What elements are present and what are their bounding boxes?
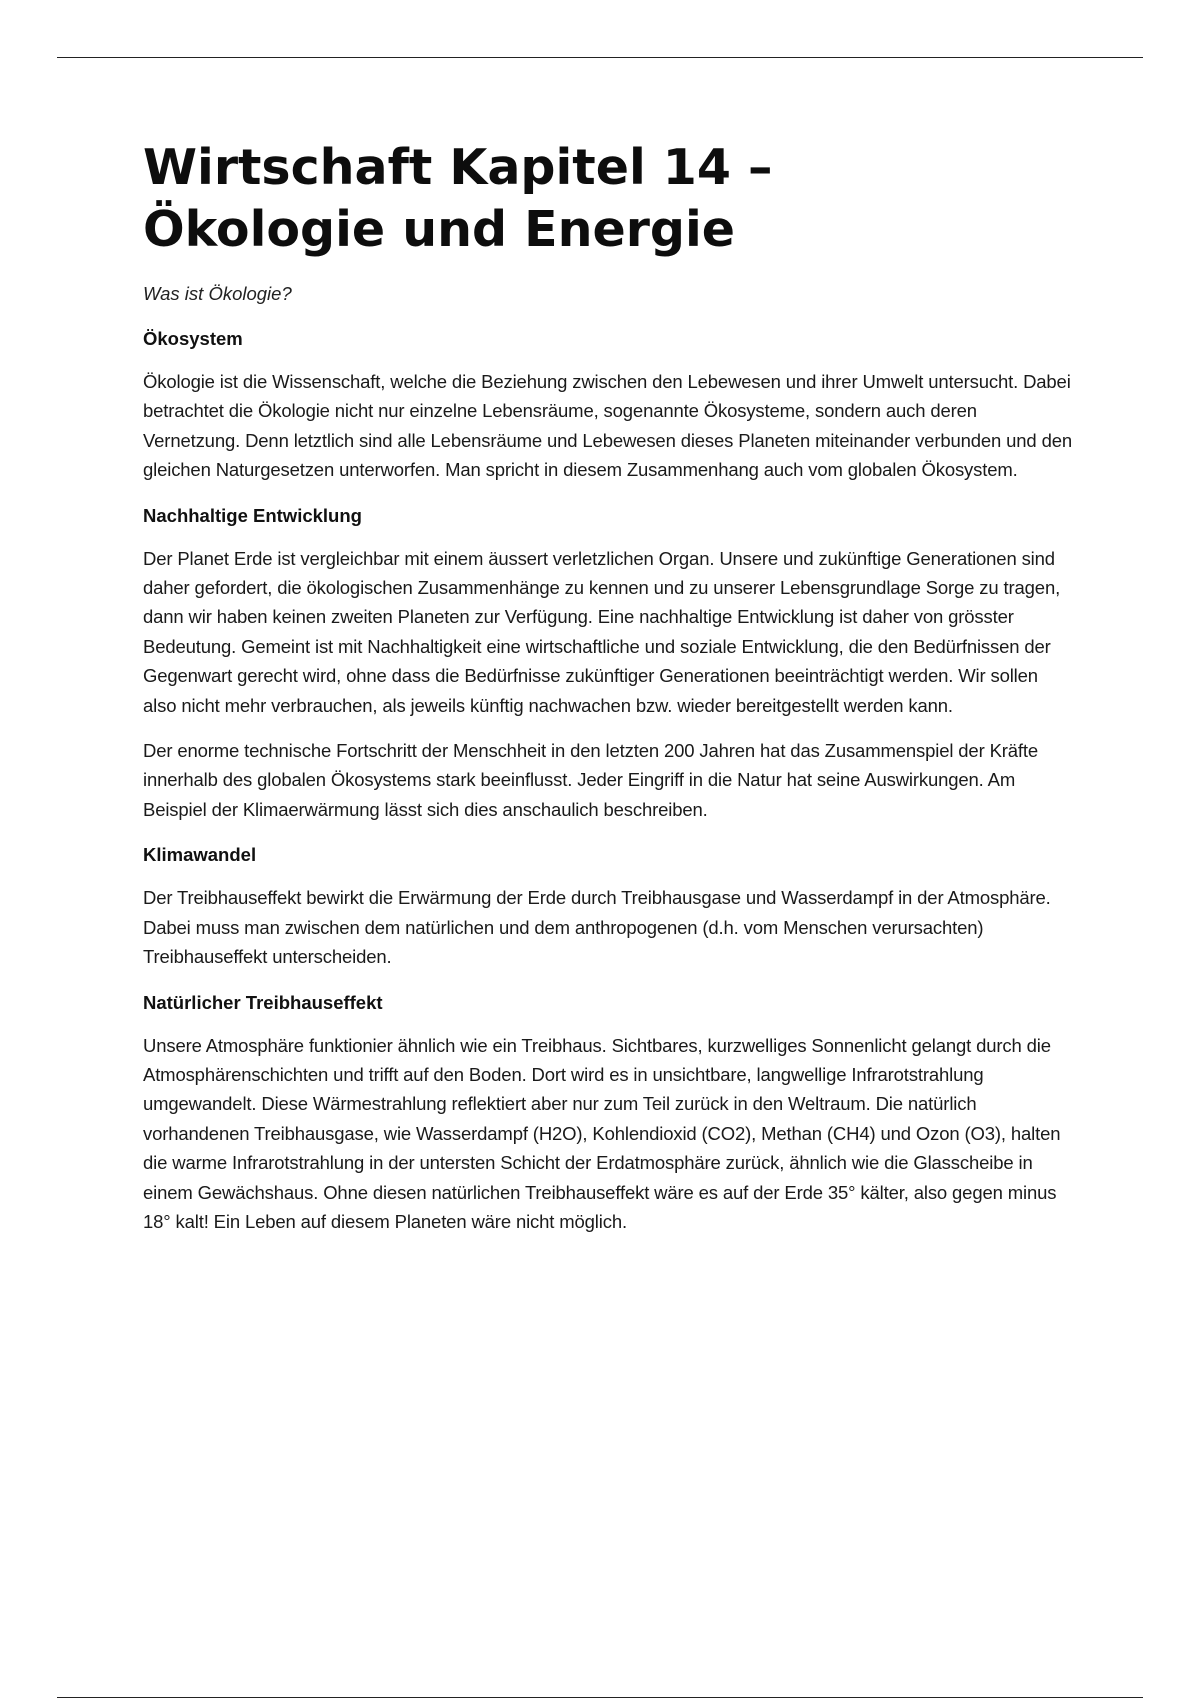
paragraph-klimawandel: Der Treibhauseffekt bewirkt die Erwärmung der Erde durch Treibhausgase und Wasserdampf in der Atmosphäre. Dabei muss man zwischen dem natürlichen und dem anthropogenen (d.h. vom Menschen verursachten) Treibhauseffekt unterscheiden.	[143, 887, 1051, 968]
section-heading-natuerlicher-treibhauseffekt: Natürlicher Treibhauseffekt	[143, 991, 383, 1013]
section-heading-klimawandel: Klimawandel	[143, 844, 257, 866]
top-rule	[57, 57, 1143, 58]
page-title-line-1: Wirtschaft Kapitel 14 –	[143, 139, 773, 196]
section-heading-nachhaltige-entwicklung: Nachhaltige Entwicklung	[143, 504, 362, 526]
paragraph-nachhaltige-entwicklung-1: Der Planet Erde ist vergleichbar mit einem äussert verletzlichen Organ. Unsere und zukünftige Generationen sind daher gefordert, die ökologischen Zusammenhänge zu kennen und zu unserer Lebensgrundlage Sorge zu tragen, dann wir haben keinen zweiten Planeten zur Verfügung. Eine nachhaltige Entwicklung ist daher von grösster Bedeutung. Gemeint ist mit Nachhaltigkeit eine wirtschaftliche und soziale Entwicklung, die den Bedürfnissen der Gegenwart gerecht wird, ohne dass die Bedürfnisse zukünftiger Generationen beeinträchtigt werden. Wir sollen also nicht mehr verbrauchen, als jeweils künftig nachwachen bzw. wieder bereitgestellt werden kann.	[143, 547, 1061, 716]
section-heading-oekosystem: Ökosystem	[143, 328, 243, 349]
paragraph-nachhaltige-entwicklung-2: Der enorme technische Fortschritt der Menschheit in den letzten 200 Jahren hat das Zusammenspiel der Kräfte innerhalb des globalen Ökosystems stark beeinflusst. Jeder Eingriff in die Natur hat seine Auswirkungen. Am Beispiel der Klimaerwärmung lässt sich dies anschaulich beschreiben.	[143, 740, 1039, 820]
bottom-rule	[57, 1697, 1143, 1698]
paragraph-oekosystem: Ökologie ist die Wissenschaft, welche die Beziehung zwischen den Lebewesen und ihrer Umwelt untersucht. Dabei betrachtet die Ökologie nicht nur einzelne Lebensräume, sogenannte Ökosysteme, sondern auch deren Vernetzung. Denn letztlich sind alle Lebensräume und Lebewesen dieses Planeten miteinander verbunden und den gleichen Naturgesetzen unterworfen. Man spricht in diesem Zusammenhang auch vom globalen Ökosystem.	[143, 371, 1072, 481]
page-title-line-2: Ökologie und Energie	[143, 201, 735, 258]
page-title	[143, 137, 1073, 261]
paragraph-natuerlicher-treibhauseffekt: Unsere Atmosphäre funktionier ähnlich wie ein Treibhaus. Sichtbares, kurzwelliges Sonnenlicht gelangt durch die Atmosphärenschichten und trifft auf den Boden. Dort wird es in unsichtbare, langwellige Infrarotstrahlung umgewandelt. Diese Wärmestrahlung reflektiert aber nur zum Teil zurück in den Weltraum. Die natürlich vorhandenen Treibhausgase, wie Wasserdampf (H2O), Kohlendioxid (CO2), Methan (CH4) und Ozon (O3), halten die warme Infrarotstrahlung in der untersten Schicht der Erdatmosphäre zurück, ähnlich wie die Glasscheibe in einem Gewächshaus. Ohne diesen natürlichen Treibhauseffekt wäre es auf der Erde 35° kälter, also gegen minus 18° kalt! Ein Leben auf diesem Planeten wäre nicht möglich.	[143, 1034, 1061, 1232]
page-subtitle: Was ist Ökologie?	[143, 283, 292, 304]
document-body	[143, 137, 1073, 1252]
